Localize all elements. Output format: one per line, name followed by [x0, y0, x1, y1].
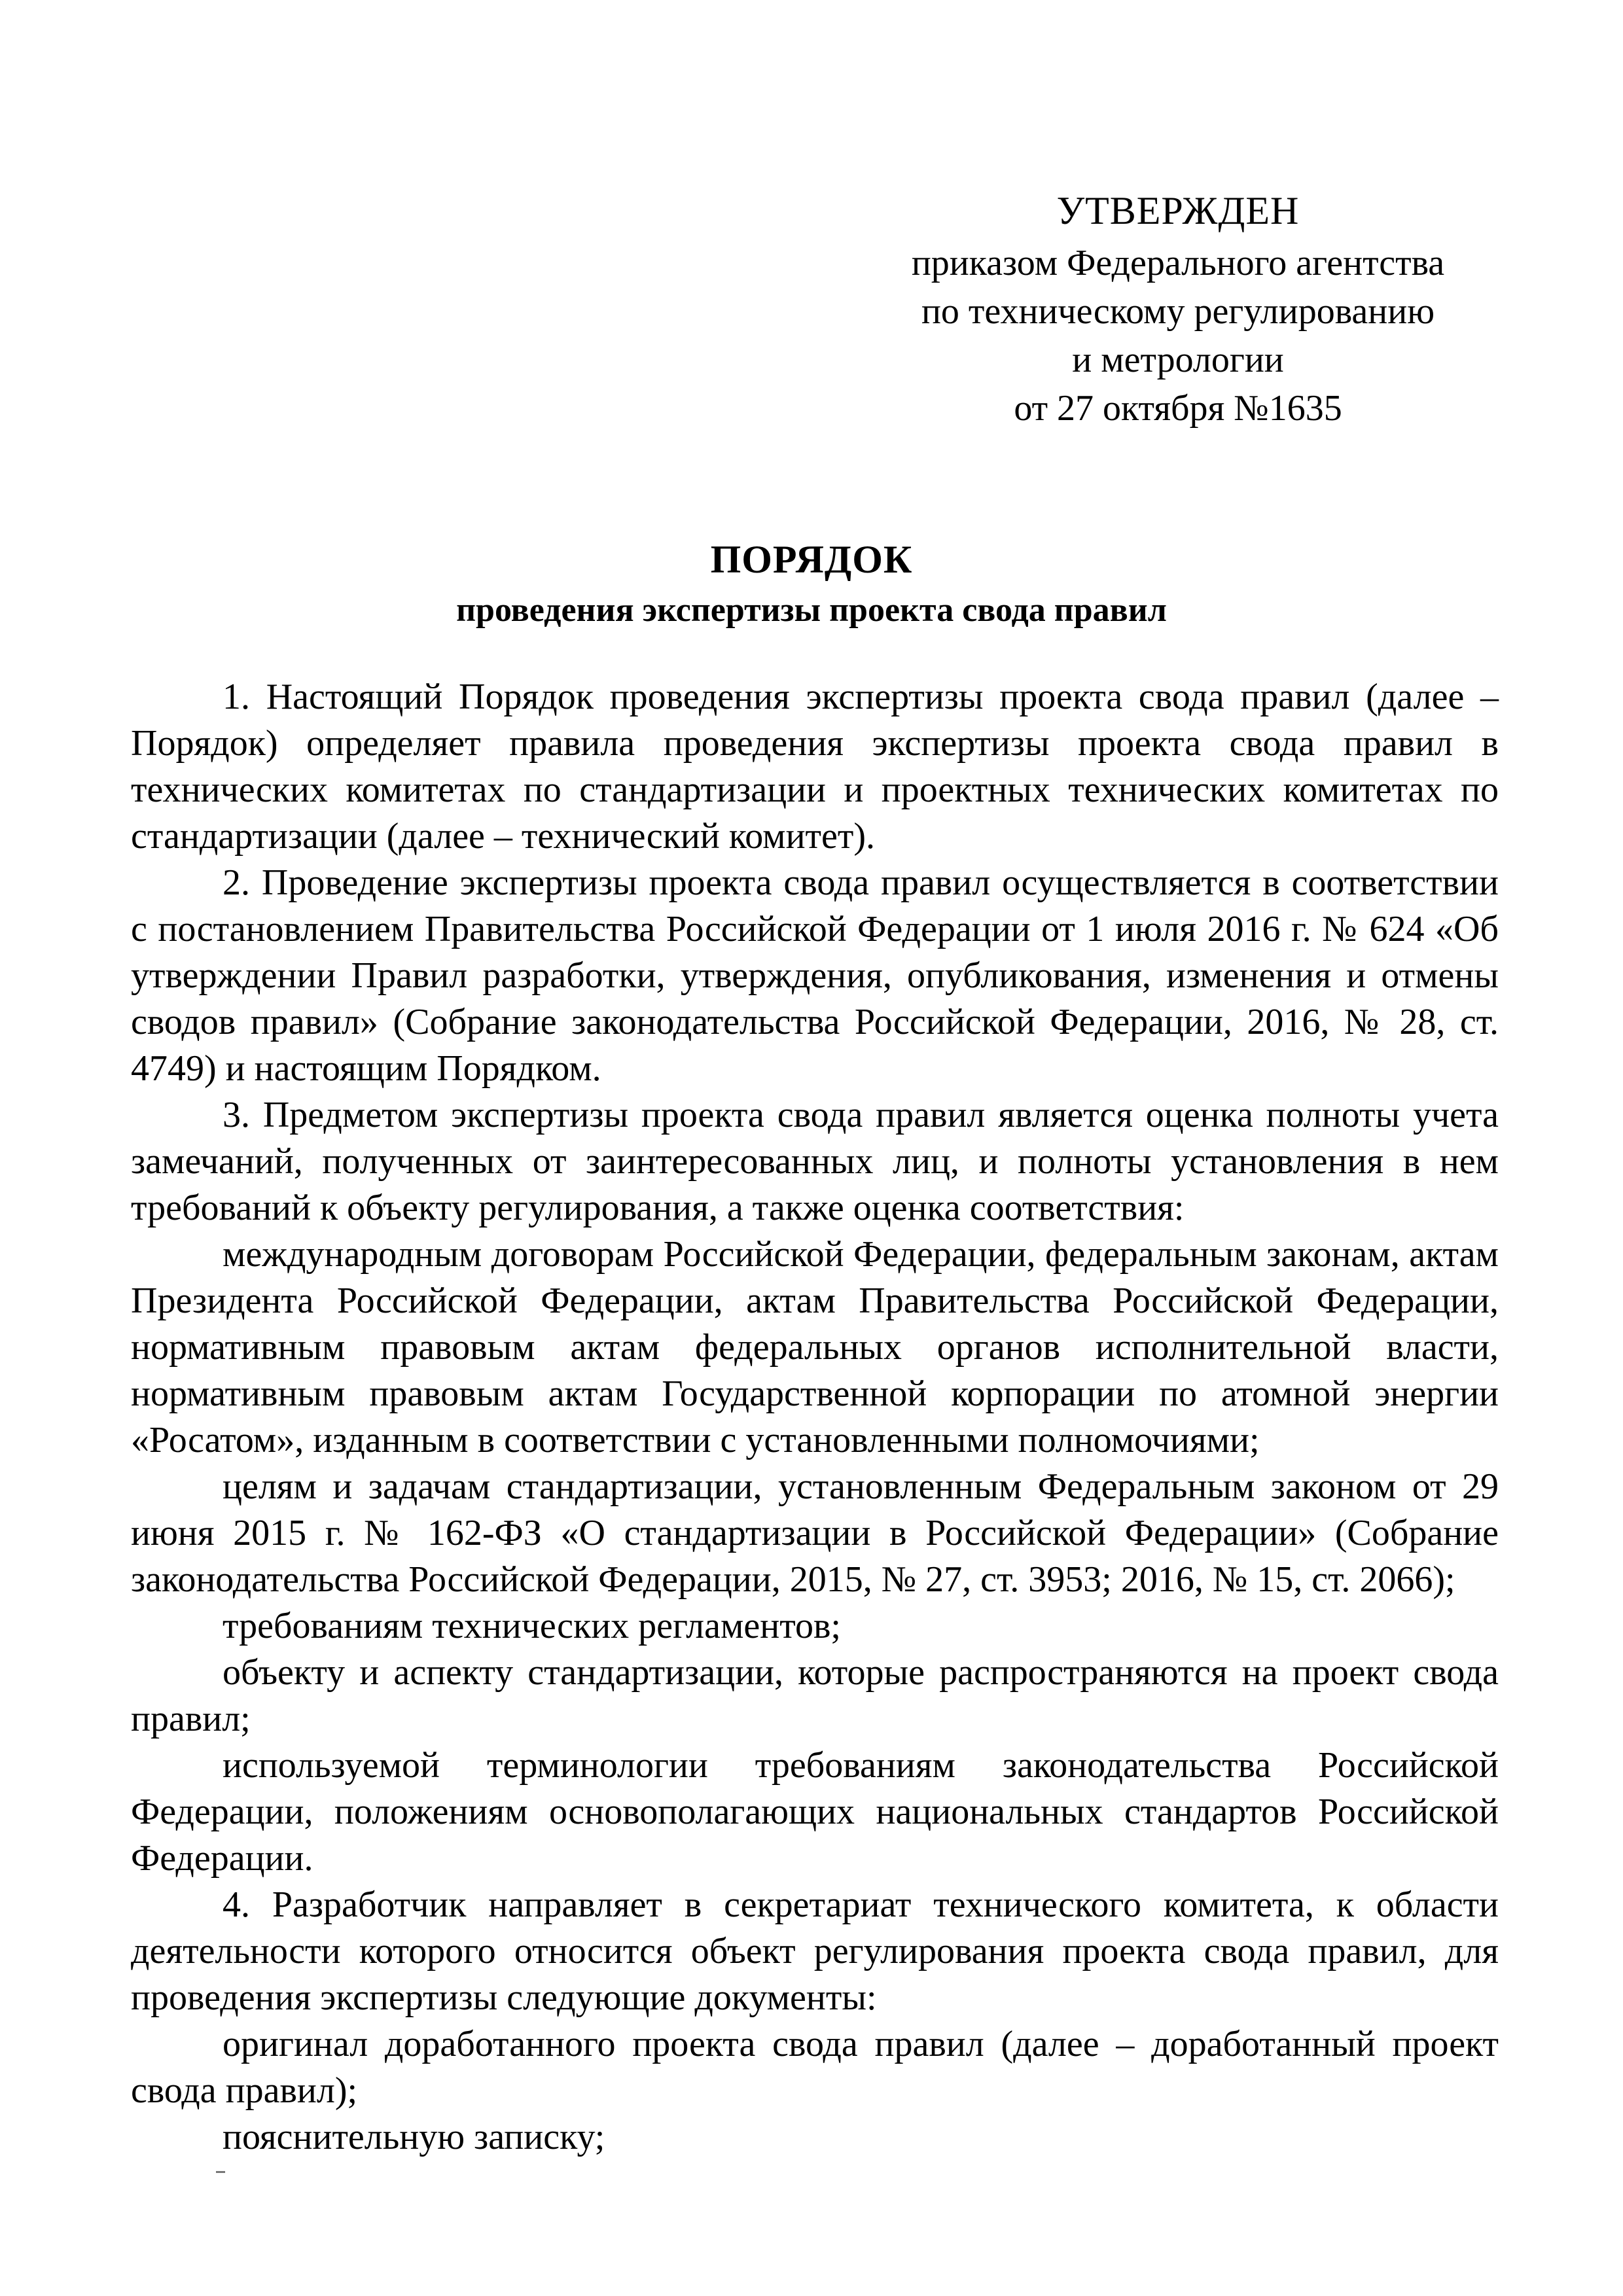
approval-line-agency: по техническому регулированию: [921, 291, 1435, 332]
approval-line-metrology: и метрологии: [1072, 340, 1284, 380]
approval-heading: УТВЕРЖДЕН: [1056, 189, 1300, 232]
paragraph-2: 2. Проведение экспертизы проекта свода правил осуществляется в соответствии с постановлением Правительства Российской Федерации от 1 июля 2016 г. № 624 «Об утверждении Правил разработки, утверждения, опубликования, изменения и отмены сводов правил» (Собрание законодательства Российской Федерации, 2016, № 28, ст. 4749) и настоящим Порядком.: [131, 862, 1499, 1089]
paragraph-1: 1. Настоящий Порядок проведения экспертизы проекта свода правил (далее – Порядок) определяет правила проведения экспертизы проекта свода правил в технических комитетах по стандартизации и проектных технических комитетах по стандартизации (далее – технический комитет).: [131, 677, 1499, 857]
title-subtitle: проведения экспертизы проекта свода правил: [456, 592, 1167, 629]
scan-speck: [216, 2171, 225, 2173]
approval-stamp: [870, 186, 1486, 433]
list-item-standardization-goals: целям и задачам стандартизации, установленным Федеральным законом от 29 июня 2015 г. № 162-ФЗ «О стандартизации в Российской Федерации» (Собрание законодательства Российской Федерации, 2015, № 27, ст. 3953; 2016, № 15, ст. 2066);: [131, 1466, 1499, 1600]
list-item-explanatory-note: пояснительную записку;: [223, 2117, 605, 2157]
paragraph-3: 3. Предметом экспертизы проекта свода правил является оценка полноты учета замечаний, полученных от заинтересованных лиц, и полноты установления в нем требований к объекту регулирования, а также оценка соответствия:: [131, 1095, 1499, 1228]
title-main: ПОРЯДОК: [710, 538, 913, 581]
list-item-original-draft: оригинал доработанного проекта свода правил (далее – доработанный проект свода правил);: [131, 2024, 1499, 2111]
list-item-international-treaties: международным договорам Российской Федерации, федеральным законам, актам Президента Российской Федерации, актам Правительства Российской Федерации, нормативным правовым актам федеральных органов исполнительной власти, нормативным правовым актам Государственной корпорации по атомной энергии «Росатом», изданным в соответствии с установленными полномочиями;: [131, 1234, 1499, 1460]
list-item-object-aspect: объекту и аспекту стандартизации, которые распространяются на проект свода правил;: [131, 1652, 1499, 1739]
document-body: [131, 674, 1499, 2161]
document-title: [0, 533, 1623, 635]
list-item-technical-regulations: требованиям технических регламентов;: [223, 1606, 841, 1646]
approval-line-date: от 27 октября №1635: [1014, 388, 1342, 429]
paragraph-4: 4. Разработчик направляет в секретариат технического комитета, к области деятельности которого относится объект регулирования проекта свода правил, для проведения экспертизы следующие документы:: [131, 1884, 1499, 2018]
list-item-terminology: используемой терминологии требованиям законодательства Российской Федерации, положениям основополагающих национальных стандартов Российской Федерации.: [131, 1745, 1499, 1879]
approval-line-order: приказом Федерального агентства: [911, 243, 1445, 283]
